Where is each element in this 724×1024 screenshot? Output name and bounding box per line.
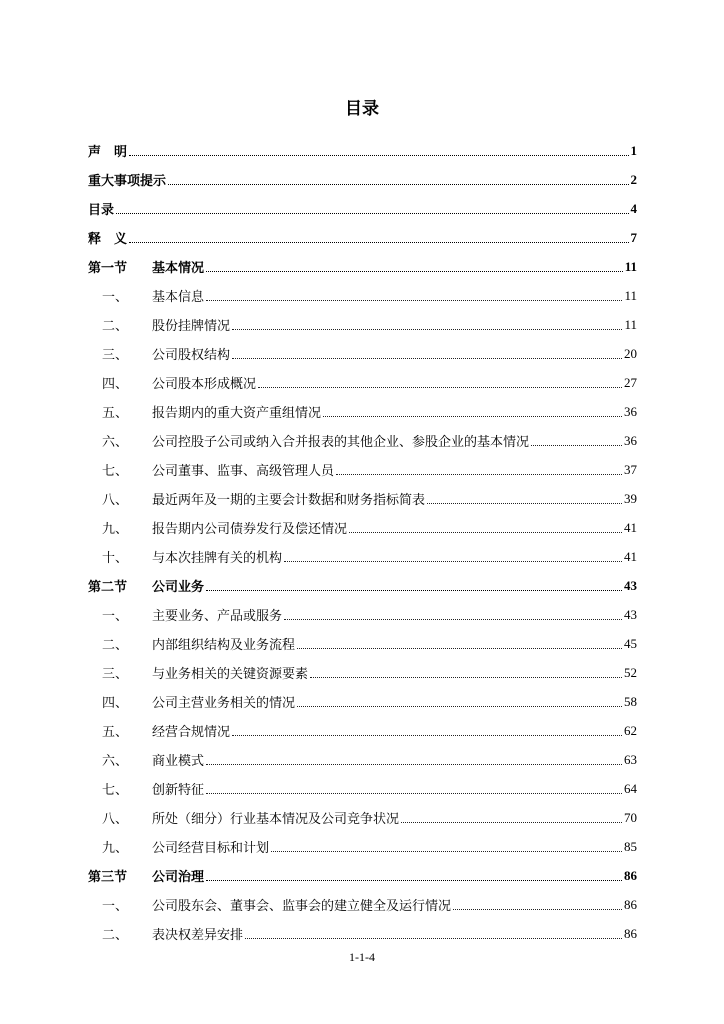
toc-entry-sub[interactable]: [88, 455, 637, 484]
toc-entry-sub[interactable]: [88, 774, 637, 803]
toc-entry-page: 58: [624, 693, 637, 709]
toc-entry-number: 八、: [102, 812, 129, 827]
toc-entry-page: 1: [630, 142, 637, 158]
toc-entry-label: 与业务相关的关键资源要素: [152, 667, 309, 682]
toc-entry-label: 商业模式: [152, 754, 205, 769]
toc-entry-page: 52: [624, 664, 637, 680]
toc-entry[interactable]: [88, 223, 637, 252]
toc-entry-page: 45: [624, 635, 637, 651]
toc-entry-number: 四、: [102, 377, 129, 392]
toc-entry-label: 经营合规情况: [152, 725, 231, 740]
toc-entry-page: 62: [624, 722, 637, 738]
toc-entry-page: 64: [624, 780, 637, 796]
dot-leader: [427, 490, 622, 504]
toc-entry-label: 公司股东会、董事会、监事会的建立健全及运行情况: [152, 899, 452, 914]
toc-entry-page: 43: [624, 606, 637, 622]
toc-entry-number: 五、: [102, 406, 129, 421]
toc-entry-sub[interactable]: [88, 484, 637, 513]
toc-entry-label: 公司股权结构: [152, 348, 231, 363]
toc-entry-page: 39: [624, 490, 637, 506]
dot-leader: [206, 780, 622, 794]
dot-leader: [206, 287, 622, 301]
page-number: 1-1-4: [349, 950, 375, 964]
dot-leader: [284, 606, 622, 620]
page-title: 目录: [345, 99, 379, 119]
toc-entry-label: 基本信息: [152, 290, 205, 305]
toc-entry-sub[interactable]: [88, 658, 637, 687]
toc-entry-number: 第一节: [88, 261, 128, 276]
toc-entry-sub[interactable]: [88, 716, 637, 745]
toc-entry-sub[interactable]: [88, 368, 637, 397]
toc-entry-label: 公司主营业务相关的情况: [152, 696, 296, 711]
toc-entry-sub[interactable]: [88, 542, 637, 571]
toc-entry-page: 86: [624, 925, 637, 941]
toc-entry-page: 70: [624, 809, 637, 825]
toc-entry-number: 一、: [102, 899, 129, 914]
toc-entry-number: 六、: [102, 435, 129, 450]
toc-entry-label: 所处（细分）行业基本情况及公司竞争状况: [152, 812, 400, 827]
dot-leader: [206, 751, 622, 765]
dot-leader: [453, 896, 622, 910]
toc-entry-page: 86: [624, 867, 637, 883]
toc-entry-label: 声 明: [88, 145, 128, 160]
dot-leader: [401, 809, 622, 823]
toc-entry-label: 公司董事、监事、高级管理人员: [152, 464, 335, 479]
toc-entry-label: 释 义: [88, 232, 128, 247]
toc-entry-label: 表决权差异安排: [152, 928, 244, 943]
toc-entry-page: 7: [630, 229, 637, 245]
toc-entry-sub[interactable]: [88, 919, 637, 948]
dot-leader: [245, 925, 622, 939]
toc-entry-number: 五、: [102, 725, 129, 740]
dot-leader: [349, 519, 622, 533]
toc-entry-label: 最近两年及一期的主要会计数据和财务指标简表: [152, 493, 426, 508]
toc-entry-page: 41: [624, 548, 637, 564]
dot-leader: [116, 200, 628, 214]
toc-entry-label: 公司股本形成概况: [152, 377, 257, 392]
toc-entry-label: 报告期内的重大资产重组情况: [152, 406, 322, 421]
toc-entry-section[interactable]: [88, 861, 637, 890]
dot-leader: [310, 664, 622, 678]
toc-entry-page: 86: [624, 896, 637, 912]
dot-leader: [206, 258, 623, 272]
table-of-contents: [88, 136, 637, 948]
toc-entry-number: 一、: [102, 290, 129, 305]
toc-entry-label: 主要业务、产品或服务: [152, 609, 283, 624]
dot-leader: [271, 838, 622, 852]
toc-entry-page: 2: [630, 171, 637, 187]
toc-entry-number: 第二节: [88, 580, 128, 595]
dot-leader: [258, 374, 622, 388]
toc-entry-number: 十、: [102, 551, 129, 566]
toc-entry-number: 八、: [102, 493, 129, 508]
dot-leader: [336, 461, 622, 475]
toc-entry-sub[interactable]: [88, 832, 637, 861]
dot-leader: [531, 432, 622, 446]
toc-entry-page: 11: [624, 258, 637, 274]
dot-leader: [129, 142, 628, 156]
toc-entry-number: 七、: [102, 464, 129, 479]
toc-entry-page: 4: [630, 200, 637, 216]
toc-entry-section[interactable]: [88, 252, 637, 281]
toc-entry-label: 公司经营目标和计划: [152, 841, 270, 856]
toc-entry-sub[interactable]: [88, 687, 637, 716]
dot-leader: [284, 548, 622, 562]
dot-leader: [206, 867, 622, 881]
toc-entry-sub[interactable]: [88, 600, 637, 629]
toc-entry-label: 创新特征: [152, 783, 205, 798]
toc-entry-sub[interactable]: [88, 397, 637, 426]
toc-entry-label: 股份挂牌情况: [152, 319, 231, 334]
dot-leader: [232, 316, 622, 330]
toc-entry-sub[interactable]: [88, 745, 637, 774]
toc-entry-number: 三、: [102, 348, 129, 363]
toc-entry-sub[interactable]: [88, 890, 637, 919]
toc-entry-label: 公司治理: [152, 870, 205, 885]
toc-entry-page: 20: [624, 345, 637, 361]
toc-entry-sub[interactable]: [88, 803, 637, 832]
toc-entry[interactable]: [88, 194, 637, 223]
toc-entry-page: 63: [624, 751, 637, 767]
toc-entry-page: 85: [624, 838, 637, 854]
toc-entry-label: 与本次挂牌有关的机构: [152, 551, 283, 566]
toc-entry-number: 九、: [102, 841, 129, 856]
toc-entry-page: 41: [624, 519, 637, 535]
toc-entry-page: 27: [624, 374, 637, 390]
toc-entry-number: 第三节: [88, 870, 128, 885]
dot-leader: [168, 171, 628, 185]
toc-entry-label: 内部组织结构及业务流程: [152, 638, 296, 653]
toc-entry-section[interactable]: [88, 571, 637, 600]
toc-entry-sub[interactable]: [88, 339, 637, 368]
toc-entry-page: 11: [624, 287, 637, 303]
dot-leader: [129, 229, 628, 243]
toc-entry-label: 报告期内公司债券发行及偿还情况: [152, 522, 348, 537]
toc-entry-label: 公司控股子公司或纳入合并报表的其他企业、参股企业的基本情况: [152, 435, 530, 450]
dot-leader: [297, 693, 622, 707]
toc-entry-sub[interactable]: [88, 281, 637, 310]
dot-leader: [323, 403, 622, 417]
toc-entry-number: 九、: [102, 522, 129, 537]
toc-entry-number: 二、: [102, 638, 129, 653]
toc-entry-page: 36: [624, 432, 637, 448]
toc-entry-label: 基本情况: [152, 261, 205, 276]
toc-entry-label: 公司业务: [152, 580, 205, 595]
dot-leader: [297, 635, 622, 649]
toc-entry-number: 二、: [102, 319, 129, 334]
toc-entry-page: 11: [624, 316, 637, 332]
toc-entry-sub[interactable]: [88, 513, 637, 542]
toc-entry-number: 四、: [102, 696, 129, 711]
toc-entry[interactable]: [88, 165, 637, 194]
toc-entry-sub[interactable]: [88, 426, 637, 455]
toc-entry-label: 目录: [88, 203, 115, 218]
toc-entry-sub[interactable]: [88, 310, 637, 339]
toc-entry-page: 37: [624, 461, 637, 477]
dot-leader: [232, 345, 622, 359]
dot-leader: [232, 722, 622, 736]
toc-entry-number: 一、: [102, 609, 129, 624]
dot-leader: [206, 577, 622, 591]
toc-entry-number: 六、: [102, 754, 129, 769]
toc-entry-page: 36: [624, 403, 637, 419]
toc-entry-number: 二、: [102, 928, 129, 943]
toc-entry-label: 重大事项提示: [88, 174, 167, 189]
toc-entry-number: 三、: [102, 667, 129, 682]
toc-entry[interactable]: [88, 136, 637, 165]
toc-entry-number: 七、: [102, 783, 129, 798]
toc-entry-sub[interactable]: [88, 629, 637, 658]
toc-entry-page: 43: [624, 577, 637, 593]
